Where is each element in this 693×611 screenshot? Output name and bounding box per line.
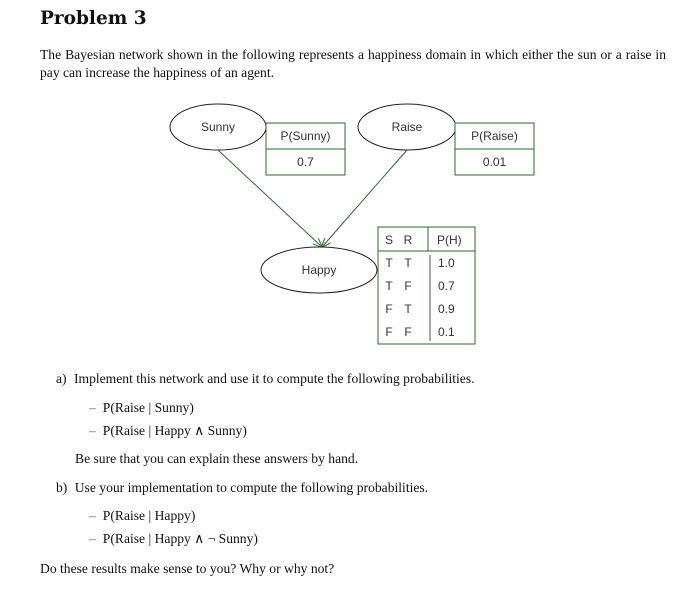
cpt-happy-cell: 0.9 — [438, 302, 455, 316]
cpt-happy-cell: T — [385, 256, 393, 270]
cpt-raise-header: P(Raise) — [471, 129, 518, 143]
cpt-raise-table — [455, 123, 534, 175]
node-happy-label: Happy — [301, 263, 337, 277]
cpt-happy-cell: 0.1 — [438, 325, 455, 339]
question-b-label: b) — [56, 480, 68, 495]
question-a-item-2: P(Raise | Happy ∧ Sunny) — [102, 423, 247, 438]
question-b-item-2: P(Raise | Happy ∧ ¬ Sunny) — [102, 531, 258, 546]
cpt-happy-header-r: R — [403, 233, 413, 247]
cpt-happy-header-ph: P(H) — [437, 233, 462, 247]
node-sunny-label: Sunny — [200, 120, 236, 134]
cpt-happy-table — [378, 227, 475, 344]
problem-intro: The Bayesian network shown in the following represents a happiness domain in which either the sun or a raise in pay can increase the happiness of an agent. — [40, 47, 666, 80]
node-raise-label: Raise — [391, 120, 423, 134]
cpt-happy-cell: F — [404, 325, 412, 339]
list-item: – P(Raise | Happy ∧ ¬ Sunny) — [89, 531, 258, 546]
cpt-raise-value: 0.01 — [482, 155, 507, 169]
question-a — [56, 371, 475, 387]
cpt-happy-cell: F — [385, 325, 393, 339]
question-a-text: Implement this network and use it to compute the following probabilities. — [73, 371, 475, 386]
question-a-item-1: P(Raise | Sunny) — [102, 400, 194, 415]
question-b — [56, 480, 428, 496]
cpt-happy-cell: 1.0 — [438, 256, 455, 270]
cpt-sunny-table — [266, 123, 345, 175]
question-b-text: Use your implementation to compute the following probabilities. — [74, 480, 429, 495]
cpt-sunny-header: P(Sunny) — [280, 129, 331, 143]
cpt-happy-cell: F — [385, 302, 393, 316]
question-a-label: a) — [56, 371, 67, 386]
cpt-happy-cell: 0.7 — [438, 279, 455, 293]
cpt-sunny-value: 0.7 — [297, 155, 314, 169]
cpt-happy-cell: T — [385, 279, 393, 293]
cpt-happy-cell: T — [404, 302, 412, 316]
list-item: – P(Raise | Happy) — [89, 508, 196, 523]
list-item: – P(Raise | Sunny) — [89, 400, 194, 415]
problem-title: Problem 3 — [40, 8, 147, 29]
list-item: – P(Raise | Happy ∧ Sunny) — [89, 423, 247, 438]
cpt-happy-cell: T — [404, 256, 412, 270]
cpt-happy-cell: F — [404, 279, 412, 293]
question-a-note: Be sure that you can explain these answers by hand. — [75, 451, 359, 466]
question-b-item-1: P(Raise | Happy) — [102, 508, 196, 523]
cpt-happy-header-s: S — [384, 233, 394, 247]
closing-question: Do these results make sense to you? Why or why not? — [40, 561, 335, 576]
